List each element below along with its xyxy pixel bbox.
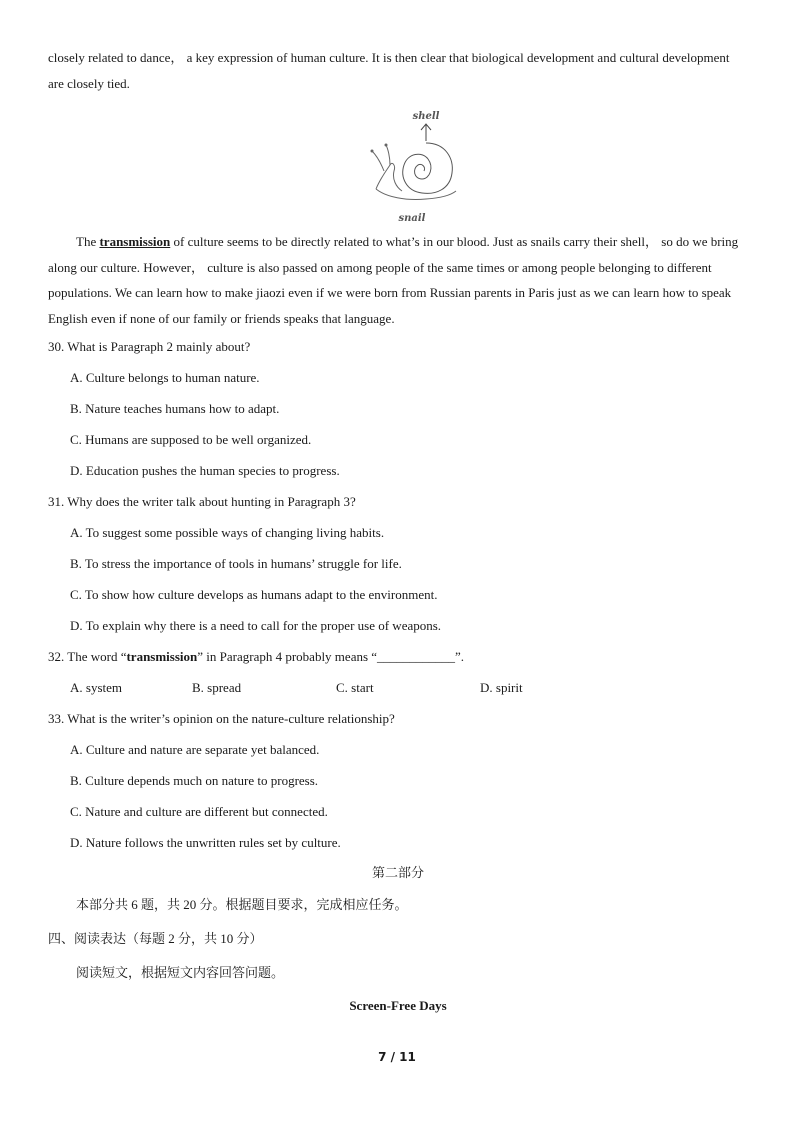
q32-pre: 32. The word “ (48, 649, 127, 664)
shell-label: shell (412, 111, 440, 122)
reading-instruction: 阅读短文，根据短文内容回答问题。 (76, 965, 285, 980)
document-page (48, 45, 748, 1022)
question-32-stem (48, 641, 748, 672)
q33-option-c: C. Nature and culture are different but connected. (70, 804, 328, 819)
question-30-stem: 30. What is Paragraph 2 mainly about? (48, 339, 251, 354)
q30-option-d: D. Education pushes the human species to progress. (70, 463, 340, 478)
q30-option-b: B. Nature teaches humans how to adapt. (70, 401, 280, 416)
passage-paragraph (48, 229, 748, 331)
q31-option-a: A. To suggest some possible ways of changing living habits. (70, 525, 385, 540)
q32-option-a: A. system (70, 680, 122, 695)
question-31-stem: 31. Why does the writer talk about hunting in Paragraph 3? (48, 494, 356, 509)
question-33-stem: 33. What is the writer’s opinion on the nature-culture relationship? (48, 711, 395, 726)
q32-option-d: D. spirit (480, 680, 523, 695)
q32-options (48, 672, 748, 703)
q32-option-c: C. start (336, 680, 374, 695)
q33-option-b: B. Culture depends much on nature to progress. (70, 773, 319, 788)
q32-word: transmission (126, 649, 198, 664)
q31-option-b: B. To stress the importance of tools in humans’ struggle for life. (70, 556, 402, 571)
part-two-intro: 本部分共 6 题，共 20 分。根据题目要求，完成相应任务。 (76, 897, 408, 912)
section-four-heading: 四、阅读表达（每题 2 分，共 10 分） (48, 931, 263, 946)
keyword-transmission: transmission (99, 234, 171, 249)
page-number: 7 / 11 (378, 1050, 416, 1064)
snail-illustration (366, 99, 466, 225)
snail-label: snail (398, 213, 426, 224)
q30-option-a: A. Culture belongs to human nature. (70, 370, 260, 385)
q31-option-d: D. To explain why there is a need to call for the proper use of weapons. (70, 618, 442, 633)
snail-figure (48, 99, 748, 227)
para-post: of culture seems to be directly related to what’s in our blood. Just as snails carry their shell， so do we bring along our culture. However， culture is also passed on among people of the same times or among people belonging to different populations. We can learn how to make jiaozi even if we were born from Russian parents in Paris just as we can learn how to speak English even if none of our family or friends speaks that language. (48, 234, 739, 326)
q32-option-b: B. spread (192, 680, 242, 695)
q33-option-a: A. Culture and nature are separate yet balanced. (70, 742, 320, 757)
q30-option-c: C. Humans are supposed to be well organized. (70, 432, 312, 447)
para-pre: The (76, 234, 100, 249)
q31-option-c: C. To show how culture develops as humans adapt to the environment. (70, 587, 438, 602)
passage-title: Screen-Free Days (349, 998, 447, 1013)
q32-post: ” in Paragraph 4 probably means “____________”. (197, 649, 465, 664)
q33-option-d: D. Nature follows the unwritten rules set by culture. (70, 835, 341, 850)
passage-continuation: closely related to dance， a key expression of human culture. It is then clear that biological development and cultural development are closely tied. (48, 50, 730, 91)
part-two-heading: 第二部分 (371, 865, 424, 880)
